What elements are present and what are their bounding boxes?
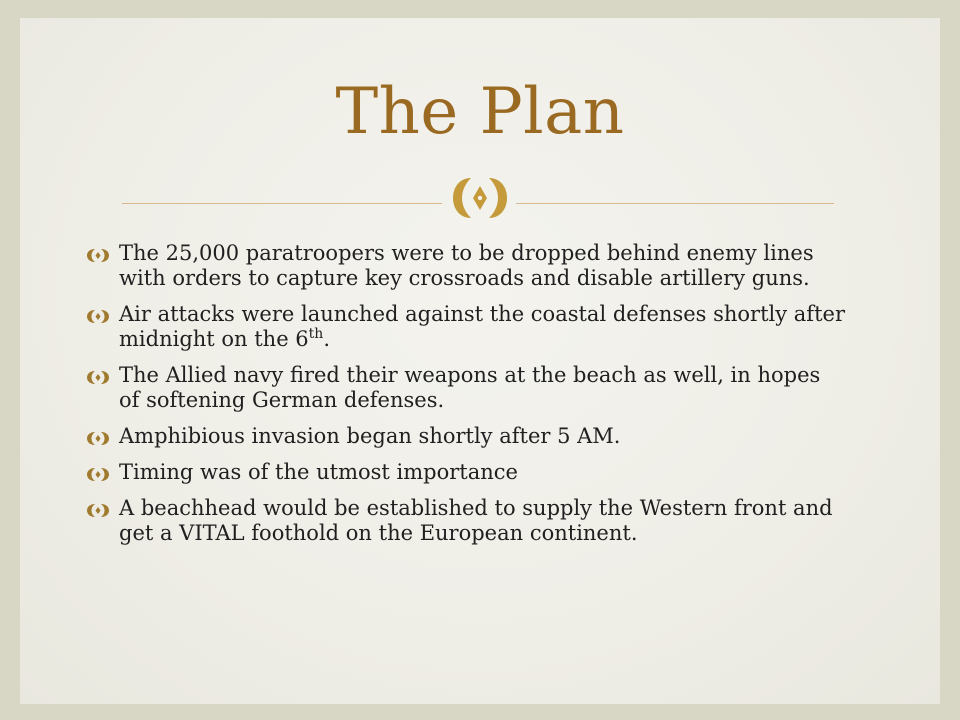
- title-divider-right: [516, 203, 834, 204]
- bullet-text: [119, 302, 845, 351]
- bullet-text: The Allied navy fired their weapons at the beach as well, in hopes of softening German defenses.: [119, 363, 821, 412]
- bullet-icon: [86, 503, 110, 518]
- ornament-icon: [449, 174, 511, 222]
- bullet-item: [86, 424, 846, 449]
- bullet-item: [86, 302, 846, 352]
- bullet-item: [86, 363, 846, 413]
- bullet-icon: [86, 431, 110, 446]
- bullet-text-end: .: [323, 327, 331, 351]
- bullet-item: [86, 241, 846, 291]
- title-divider-left: [122, 203, 442, 204]
- bullet-item: [86, 460, 846, 485]
- bullet-text: The 25,000 paratroopers were to be dropped behind enemy lines with orders to capture key crossroads and disable artillery guns.: [119, 241, 814, 290]
- bullet-list: [86, 241, 846, 557]
- bullet-item: [86, 496, 846, 546]
- bullet-icon: [86, 248, 110, 263]
- bullet-icon: [86, 467, 110, 482]
- slide-title: The Plan: [335, 75, 625, 149]
- bullet-text: Timing was of the utmost importance: [119, 460, 518, 484]
- bullet-icon: [86, 370, 110, 385]
- bullet-text-main: Air attacks were launched against the coastal defenses shortly after midnight on the 6: [119, 302, 845, 351]
- bullet-icon: [86, 309, 110, 324]
- bullet-text: A beachhead would be established to supply the Western front and get a VITAL foothold on the European continent.: [119, 496, 833, 545]
- ordinal-suffix: th: [308, 326, 324, 342]
- bullet-text: Amphibious invasion began shortly after 5 AM.: [119, 424, 621, 448]
